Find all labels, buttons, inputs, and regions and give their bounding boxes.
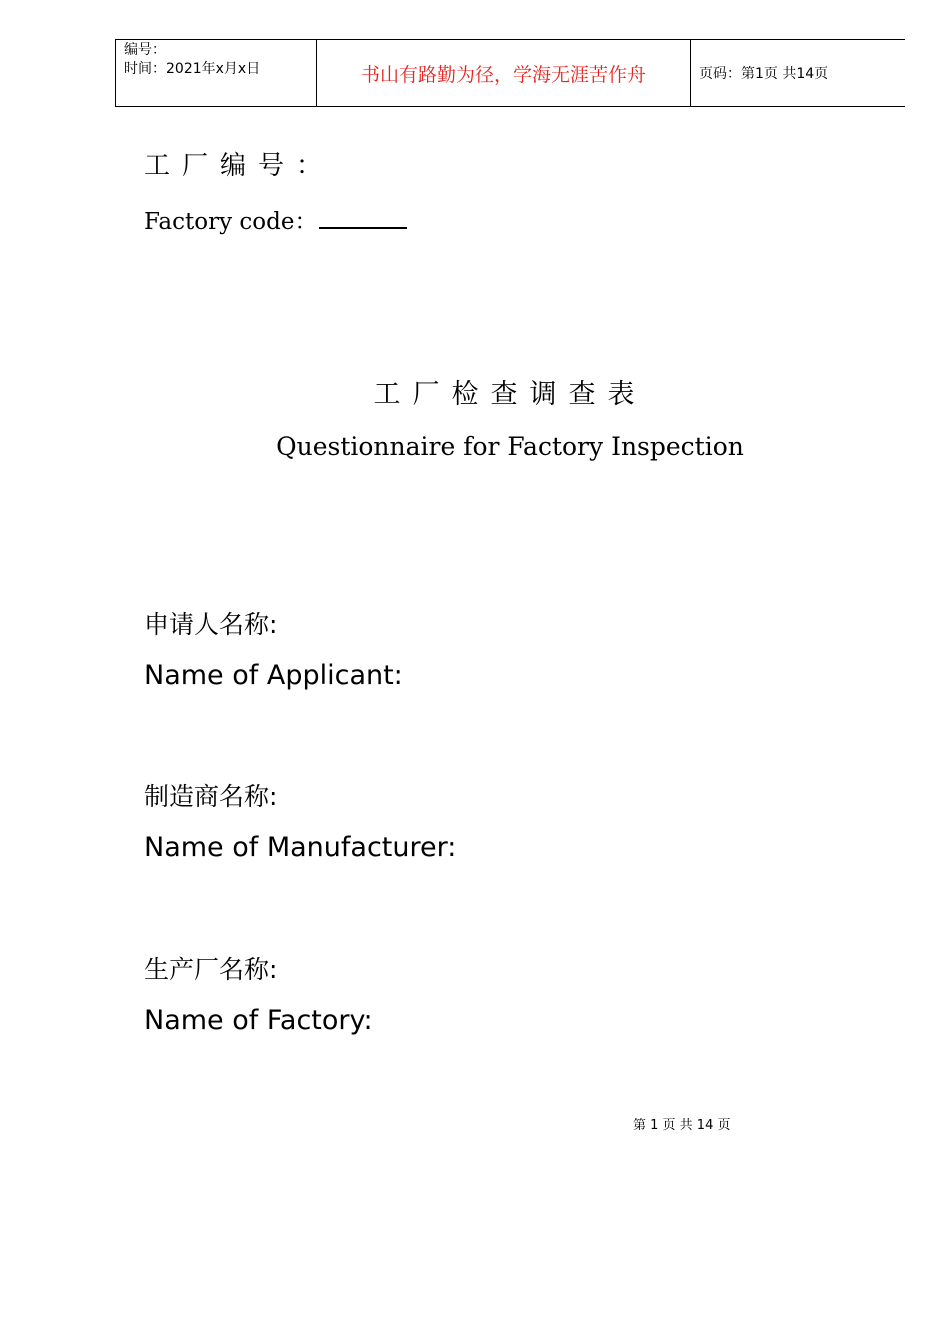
manufacturer-label-cn: 制造商名称: <box>144 782 278 811</box>
header-page-cell <box>691 40 905 106</box>
applicant-label-en: Name of Applicant: <box>144 660 403 691</box>
document-date-label: 时间：2021年x月x日 <box>124 61 261 77</box>
factory-code-blank-line <box>319 205 407 229</box>
factory-label-cn: 生产厂名称: <box>144 955 278 984</box>
header-motto-cell <box>317 40 691 106</box>
header-motto: 书山有路勤为径，学海无涯苦作舟 <box>360 63 646 86</box>
manufacturer-label-en: Name of Manufacturer: <box>144 832 457 863</box>
page-header-table <box>115 39 905 107</box>
factory-code-row <box>144 203 407 236</box>
header-meta-cell <box>116 40 317 106</box>
factory-label-en: Name of Factory: <box>144 1005 373 1036</box>
page-footer-number: 第 1 页 共 14 页 <box>633 1118 731 1133</box>
document-number-label: 编号： <box>124 42 166 58</box>
document-title-cn: 工厂检查调查表 <box>373 379 647 410</box>
factory-code-label-en: Factory code： <box>144 209 318 235</box>
factory-code-label-cn: 工厂编号： <box>144 151 335 181</box>
document-title-en: Questionnaire for Factory Inspection <box>276 432 744 461</box>
header-page-number: 页码：第1页 共14页 <box>699 66 829 82</box>
applicant-label-cn: 申请人名称: <box>144 610 278 639</box>
